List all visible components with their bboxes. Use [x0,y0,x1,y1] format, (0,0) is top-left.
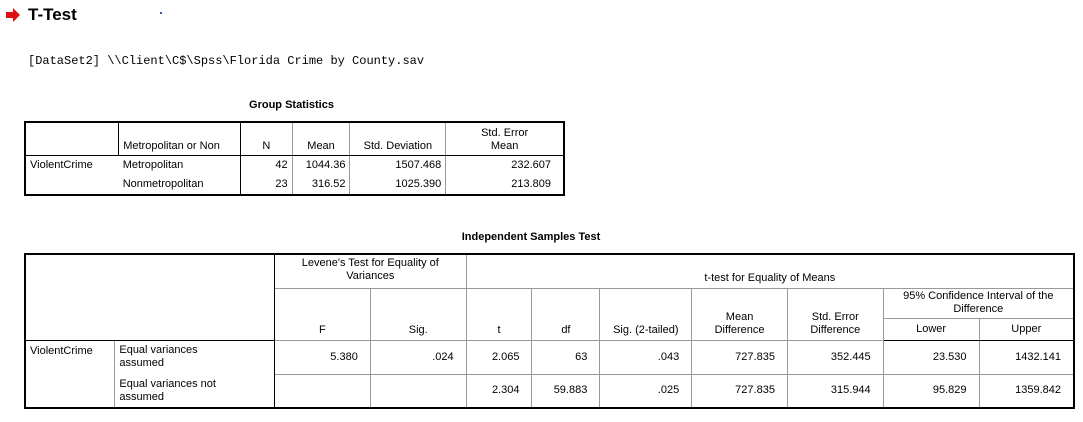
col-se-line1: Std. Error [481,126,529,139]
independent-samples-table [24,253,1075,409]
group-statistics-table [24,121,565,196]
col-mean-diff-line2: Difference [714,323,765,336]
col-sig: Sig. [370,288,466,340]
table-row [25,155,564,175]
output-title [4,4,77,26]
col-f: F [274,288,370,340]
cell-se-diff: 352.445 [787,340,883,374]
row-label [115,374,275,408]
header-blank [25,254,274,340]
col-se-line2: Mean [490,139,519,152]
cell-sig [370,374,466,408]
cell-t: 2.304 [466,374,532,408]
cell-mean-diff: 727.835 [692,374,788,408]
group-label: Metropolitan [119,155,241,175]
variable-label: ViolentCrime [25,340,115,408]
cell-df: 63 [532,340,600,374]
group-statistics-caption: Group Statistics [249,99,334,111]
cell-mean: 1044.36 [292,155,350,175]
independent-samples-caption: Independent Samples Test [461,231,601,243]
row-label-line1: Equal variances not [119,377,216,390]
dataset-path: [DataSet2] \\Client\C$\Spss\Florida Crime by County.sav [28,54,425,68]
levene-header [274,254,466,288]
ci-header [883,288,1074,318]
cell-n: 23 [241,175,293,195]
col-sig2: Sig. (2-tailed) [600,288,692,340]
cell-lower: 23.530 [883,340,979,374]
cell-t: 2.065 [466,340,532,374]
cell-sig: .024 [370,340,466,374]
table-row [25,374,1074,408]
cell-upper: 1432.141 [979,340,1074,374]
col-se [446,122,564,155]
cell-sig2: .025 [600,374,692,408]
group-label: Nonmetropolitan [119,175,241,195]
decorative-dot [160,12,162,14]
ci-header-line2: Difference [953,303,1004,315]
title-text: T-Test [28,5,77,24]
col-mean: Mean [292,122,350,155]
col-df: df [532,288,600,340]
levene-header-line2: Variances [346,270,395,282]
header-blank [25,122,119,155]
cell-upper: 1359.842 [979,374,1074,408]
col-se-diff [787,288,883,340]
red-arrow-icon [4,6,22,24]
row-label-line1: Equal variances [119,344,198,357]
cell-sd: 1507.468 [350,155,446,175]
cell-n: 42 [241,155,293,175]
col-t: t [466,288,532,340]
table-row [25,340,1074,374]
col-mean-diff [692,288,788,340]
col-mean-diff-line1: Mean [725,310,754,323]
cell-mean-diff: 727.835 [692,340,788,374]
row-label [115,340,275,374]
col-se-diff-line2: Difference [810,323,861,336]
col-sd: Std. Deviation [350,122,446,155]
col-se-diff-line1: Std. Error [811,310,859,323]
cell-df: 59.883 [532,374,600,408]
col-lower: Lower [883,318,979,340]
cell-sd: 1025.390 [350,175,446,195]
levene-header-line1: Levene's Test for Equality of [301,257,439,269]
col-group: Metropolitan or Non [119,122,241,155]
cell-lower: 95.829 [883,374,979,408]
cell-f [274,374,370,408]
cell-sig2: .043 [600,340,692,374]
row-label-line2: assumed [119,390,164,403]
col-upper: Upper [979,318,1074,340]
ttest-header: t-test for Equality of Means [466,254,1074,288]
cell-se: 213.809 [446,175,564,195]
col-n: N [241,122,293,155]
cell-se: 232.607 [446,155,564,175]
cell-f: 5.380 [274,340,370,374]
cell-se-diff: 315.944 [787,374,883,408]
variable-label: ViolentCrime [30,158,93,171]
cell-mean: 316.52 [292,175,350,195]
ci-header-line1: 95% Confidence Interval of the [903,290,1054,302]
row-label-line2: assumed [119,357,164,370]
